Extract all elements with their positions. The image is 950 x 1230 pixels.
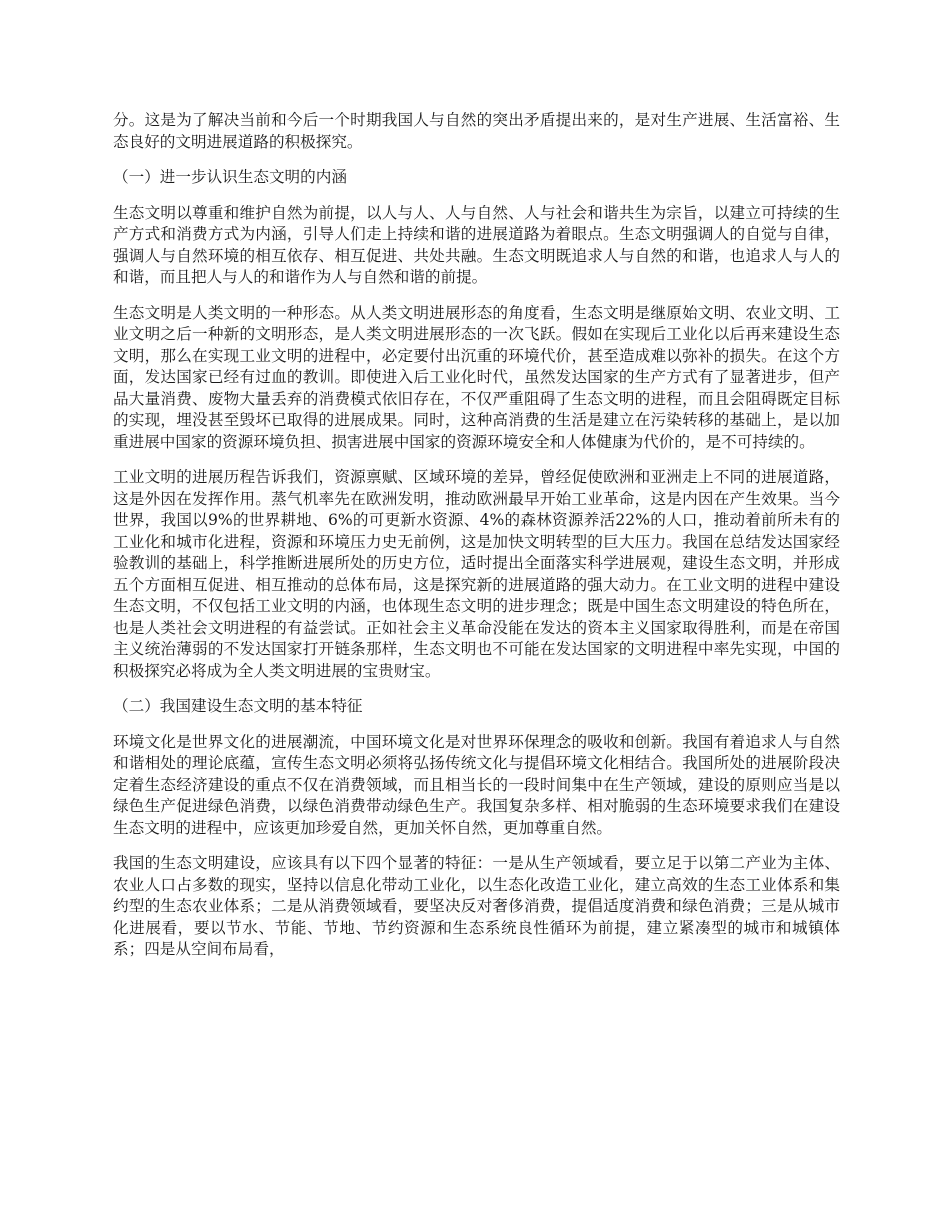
- paragraph-4: 环境文化是世界文化的进展潮流，中国环境文化是对世界环保理念的吸收和创新。我国有着追求人与自然和谐相处的理论底蕴，宣传生态文明必须将弘扬传统文化与提倡环境文化相结合。我国所处的进展阶段决定着生态经济建设的重点不仅在消费领域，而且相当长的一段时间集中在生产领域，建设的原则应当是以绿色生产促进绿色消费，以绿色消费带动绿色生产。我国复杂多样、相对脆弱的生态环境要求我们在建设生态文明的进程中，应该更加珍爱自然，更加关怀自然，更加尊重自然。: [113, 732, 840, 837]
- section-heading-2: （二）我国建设生态文明的基本特征: [113, 697, 363, 715]
- paragraph-1: 生态文明以尊重和维护自然为前提，以人与人、人与自然、人与社会和谐共生为宗旨，以建立可持续的生产方式和消费方式为内涵，引导人们走上持续和谐的进展道路为着眼点。生态文明强调人的自觉与自律，强调人与自然环境的相互依存、相互促进、共处共融。生态文明既追求人与自然的和谐，也追求人与人的和谐，而且把人与人的和谐作为人与自然和谐的前提。: [113, 203, 840, 286]
- section-heading-1: （一）进一步认识生态文明的内涵: [113, 168, 347, 186]
- paragraph-5: 我国的生态文明建设，应该具有以下四个显著的特征：一是从生产领域看，要立足于以第二产业为主体、农业人口占多数的现实，坚持以信息化带动工业化，以生态化改造工业化，建立高效的生态工业体系和集约型的生态农业体系；二是从消费领域看，要坚决反对奢侈消费，提倡适度消费和绿色消费；三是从城市化进展看，要以节水、节能、节地、节约资源和生态系统良性循环为前提，建立紧凑型的城市和城镇体系；四是从空间布局看，: [113, 854, 840, 958]
- paragraph-intro: 分。这是为了解决当前和今后一个时期我国人与自然的突出矛盾提出来的，是对生产进展、生活富裕、生态良好的文明进展道路的积极探究。: [113, 111, 840, 151]
- paragraph-3: 工业文明的进展历程告诉我们，资源禀赋、区域环境的差异，曾经促使欧洲和亚洲走上不同的进展道路，这是外因在发挥作用。蒸气机率先在欧洲发明，推动欧洲最早开始工业革命，这是内因在产生效果。当今世界，我国以9%的世界耕地、6%的可更新水资源、4%的森林资源养活22%的人口，推动着前所未有的工业化和城市化进程，资源和环境压力史无前例，这是加快文明转型的巨大压力。我国在总结发达国家经验教训的基础上，科学推断进展所处的历史方位，适时提出全面落实科学进展观，建设生态文明，并形成五个方面相互促进、相互推动的总体布局，这是探究新的进展道路的强大动力。在工业文明的进程中建设生态文明，不仅包括工业文明的内涵，也体现生态文明的进步理念；既是中国生态文明建设的特色所在，也是人类社会文明进程的有益尝试。正如社会主义革命没能在发达的资本主义国家取得胜利，而是在帝国主义统治薄弱的不发达国家打开链条那样，生态文明也不可能在发达国家的文明进程中率先实现，中国的积极探究必将成为全人类文明进展的宝贵财宝。: [113, 468, 840, 680]
- document-body: [113, 110, 840, 975]
- paragraph-2: 生态文明是人类文明的一种形态。从人类文明进展形态的角度看，生态文明是继原始文明、农业文明、工业文明之后一种新的文明形态，是人类文明进展形态的一次飞跃。假如在实现后工业化以后再来建设生态文明，那么在实现工业文明的进程中，必定要付出沉重的环境代价，甚至造成难以弥补的损失。在这个方面，发达国家已经有过血的教训。即使进入后工业化时代，虽然发达国家的生产方式有了显著进步，但产品大量消费、废物大量丢弃的消费模式依旧存在，不仅严重阻碍了生态文明的进程，而且会阻碍既定目标的实现，埋没甚至毁坏已取得的进展成果。同时，这种高消费的生活是建立在污染转移的基础上，是以加重进展中国家的资源环境负担、损害进展中国家的资源环境安全和人体健康为代价的，是不可持续的。: [113, 303, 840, 451]
